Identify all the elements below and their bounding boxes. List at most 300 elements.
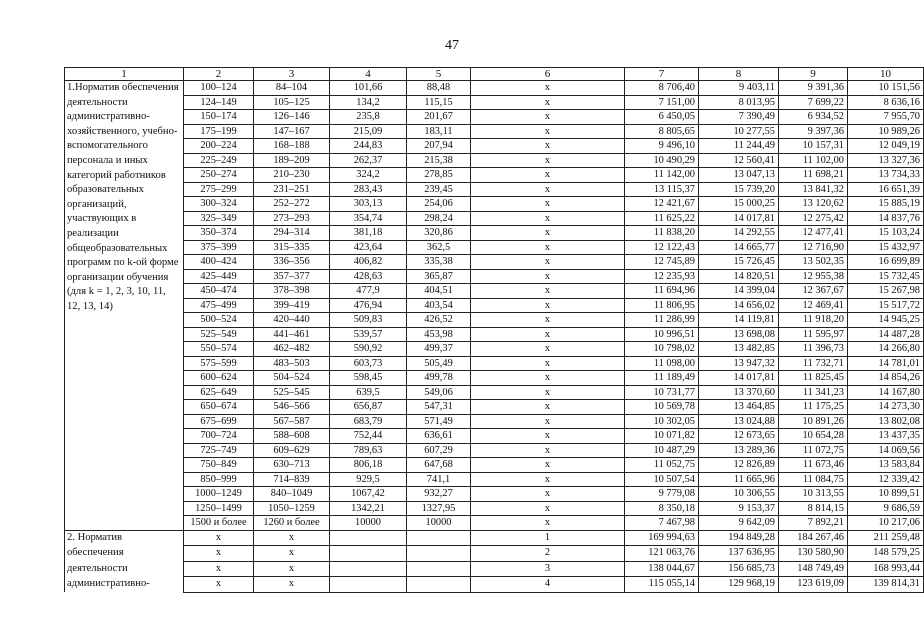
table-cell: 11 918,20 [779,313,848,328]
table-cell: 357–377 [254,269,330,284]
table-row [65,385,924,400]
table-row [65,182,924,197]
table-cell: 499,37 [407,342,471,357]
table-cell: 14 017,81 [699,211,779,226]
table-cell: 12 745,89 [625,255,699,270]
table-row [65,530,924,546]
table-cell: 14 820,51 [699,269,779,284]
header-row [65,68,924,81]
table-row [65,429,924,444]
table-cell: 15 267,98 [848,284,924,299]
table-cell: 362,5 [407,240,471,255]
table-cell: x [254,577,330,593]
table-cell: 546–566 [254,400,330,415]
header-cell: 4 [330,68,407,81]
table-cell: 752,44 [330,429,407,444]
table-cell: 10 654,28 [779,429,848,444]
table-cell: 12 560,41 [699,153,779,168]
table-cell: x [471,168,625,183]
table-cell: x [471,284,625,299]
table-cell: x [471,487,625,502]
table-cell: 10 302,05 [625,414,699,429]
table-cell: 400–424 [184,255,254,270]
table-cell: 8 814,15 [779,501,848,516]
table-cell: 399–419 [254,298,330,313]
table-cell: 453,98 [407,327,471,342]
table-cell: x [184,546,254,562]
table-cell: 714–839 [254,472,330,487]
table-cell: 525–545 [254,385,330,400]
table-cell: 320,86 [407,226,471,241]
table-cell: x [471,240,625,255]
table-cell: 15 726,45 [699,255,779,270]
table-cell: 375–399 [184,240,254,255]
table-cell: 11 341,23 [779,385,848,400]
table-cell: x [471,443,625,458]
table-body [65,81,924,593]
table-row [65,81,924,96]
table-cell: x [471,81,625,96]
table-cell: 11 098,00 [625,356,699,371]
table-cell: x [471,342,625,357]
table-header [65,68,924,81]
table-cell: 13 120,62 [779,197,848,212]
table-cell: 13 734,33 [848,168,924,183]
table-cell: 403,54 [407,298,471,313]
table-cell: 12 235,93 [625,269,699,284]
section2-label: административно- [65,577,184,593]
table-cell: 13 289,36 [699,443,779,458]
table-row [65,255,924,270]
table-cell: 700–724 [184,429,254,444]
table-row [65,356,924,371]
table-cell: 499,78 [407,371,471,386]
table-cell: 11 142,00 [625,168,699,183]
table-cell: 13 024,88 [699,414,779,429]
table-cell: 598,45 [330,371,407,386]
table-cell: 12 477,41 [779,226,848,241]
table-cell: 11 396,73 [779,342,848,357]
table-cell: 105–125 [254,95,330,110]
table-cell: 15 739,20 [699,182,779,197]
table-row [65,153,924,168]
table-cell: 420–440 [254,313,330,328]
table-cell: 100–124 [184,81,254,96]
table-cell: x [471,95,625,110]
table-cell: 549,06 [407,385,471,400]
table-cell: 11 189,49 [625,371,699,386]
table-cell: 10 217,06 [848,516,924,531]
table-cell: 14 781,01 [848,356,924,371]
table-cell: 12 122,43 [625,240,699,255]
table-cell: x [471,327,625,342]
table-cell [407,546,471,562]
table-cell: x [254,546,330,562]
table-cell: 13 698,08 [699,327,779,342]
table-cell: 12 367,67 [779,284,848,299]
table-cell: 168 993,44 [848,561,924,577]
table-row [65,284,924,299]
table-cell: 13 327,36 [848,153,924,168]
header-cell: 8 [699,68,779,81]
table-row [65,472,924,487]
table-cell [330,561,407,577]
table-cell: x [471,153,625,168]
table-cell: 625–649 [184,385,254,400]
table-cell: 850–999 [184,472,254,487]
table-cell: 138 044,67 [625,561,699,577]
table-cell: 350–374 [184,226,254,241]
table-row [65,342,924,357]
table-cell: x [471,458,625,473]
table-cell: x [471,313,625,328]
table-cell: 550–574 [184,342,254,357]
table-cell: 231–251 [254,182,330,197]
table-row [65,197,924,212]
table-cell: 450–474 [184,284,254,299]
header-cell: 1 [65,68,184,81]
table-cell: 1067,42 [330,487,407,502]
table-cell: 126–146 [254,110,330,125]
table-row [65,561,924,577]
table-row [65,371,924,386]
table-cell: 7 955,70 [848,110,924,125]
table-cell: 115 055,14 [625,577,699,593]
table-cell: 137 636,95 [699,546,779,562]
table-cell: 121 063,76 [625,546,699,562]
table-cell: 9 391,36 [779,81,848,96]
table-cell: 10000 [330,516,407,531]
table-cell: x [471,516,625,531]
table-cell: 315–335 [254,240,330,255]
table-cell: 14 069,56 [848,443,924,458]
section2-label: обеспечения [65,546,184,562]
table-cell: x [471,385,625,400]
table-cell: 7 892,21 [779,516,848,531]
table-cell: 134,2 [330,95,407,110]
table-cell: 603,73 [330,356,407,371]
table-cell: 567–587 [254,414,330,429]
section1-label: 1.Норматив обеспечения деятельности административно-хозяйственного, учебно-вспомогательного персонала и иных категорий работников образовательных организаций, участвующих в реализации общеобразовательных программ по k-ой форме организации обучения (для k = 1, 2, 3, 10, 11, 12, 13, 14) [65,81,184,531]
table-cell: 381,18 [330,226,407,241]
table-row [65,546,924,562]
table-cell: 11 286,99 [625,313,699,328]
table-cell: 7 467,98 [625,516,699,531]
table-cell: 725–749 [184,443,254,458]
table-cell: 7 390,49 [699,110,779,125]
table-cell: 9 779,08 [625,487,699,502]
table-cell: 303,13 [330,197,407,212]
header-cell: 10 [848,68,924,81]
table-cell: 656,87 [330,400,407,415]
table-cell: 273–293 [254,211,330,226]
table-cell: 15 732,45 [848,269,924,284]
table-cell: 462–482 [254,342,330,357]
table-cell: 14 656,02 [699,298,779,313]
table-cell: x [254,530,330,546]
table-cell: 10 989,26 [848,124,924,139]
table-cell: 789,63 [330,443,407,458]
table-cell: 252–272 [254,197,330,212]
table-cell: 10 306,55 [699,487,779,502]
table-cell: x [184,561,254,577]
table-cell: 639,5 [330,385,407,400]
table-cell: 13 437,35 [848,429,924,444]
header-cell: 5 [407,68,471,81]
table-cell: 9 403,11 [699,81,779,96]
table-cell: 15 103,24 [848,226,924,241]
table-cell: x [471,110,625,125]
table-cell: 588–608 [254,429,330,444]
table-cell: 11 694,96 [625,284,699,299]
table-cell: 647,68 [407,458,471,473]
table-cell: 15 885,19 [848,197,924,212]
table-cell: 194 849,28 [699,530,779,546]
table-cell: 1250–1499 [184,501,254,516]
table-cell: 9 496,10 [625,139,699,154]
table-cell: 929,5 [330,472,407,487]
table-cell: 525–549 [184,327,254,342]
table-cell: 294–314 [254,226,330,241]
table-cell: 426,52 [407,313,471,328]
table-cell: x [471,414,625,429]
table-cell: 14 854,26 [848,371,924,386]
table-cell: 200–224 [184,139,254,154]
table-cell: 13 115,37 [625,182,699,197]
table-row [65,414,924,429]
table-cell: x [471,400,625,415]
table-cell: 12 716,90 [779,240,848,255]
table-cell: 1500 и более [184,516,254,531]
table-cell: 607,29 [407,443,471,458]
table-cell: 8 706,40 [625,81,699,96]
table-row [65,577,924,593]
table-cell: 10 157,31 [779,139,848,154]
table-cell: 129 968,19 [699,577,779,593]
table-cell: 325–349 [184,211,254,226]
table-cell: x [471,124,625,139]
table-cell: 16 699,89 [848,255,924,270]
table-cell [407,530,471,546]
table-cell: 404,51 [407,284,471,299]
table-cell: 239,45 [407,182,471,197]
table-cell: 477,9 [330,284,407,299]
table-cell: 250–274 [184,168,254,183]
table-cell: 476,94 [330,298,407,313]
table-cell: 9 397,36 [779,124,848,139]
table-cell: 14 487,28 [848,327,924,342]
table-cell: 406,82 [330,255,407,270]
table-cell: x [471,371,625,386]
table-cell: 8 013,95 [699,95,779,110]
table-cell: x [471,139,625,154]
table-cell: 539,57 [330,327,407,342]
table-cell: 14 665,77 [699,240,779,255]
table-cell: 10 899,51 [848,487,924,502]
table-cell: 101,66 [330,81,407,96]
table-cell: x [471,255,625,270]
table-cell: 14 399,04 [699,284,779,299]
table-cell: 14 273,30 [848,400,924,415]
table-cell: 8 350,18 [625,501,699,516]
table-cell: 590,92 [330,342,407,357]
table-cell: x [471,269,625,284]
table-cell: x [184,530,254,546]
table-cell: 500–524 [184,313,254,328]
table-cell: 354,74 [330,211,407,226]
table-cell: 441–461 [254,327,330,342]
table-cell: 13 482,85 [699,342,779,357]
table-cell: 278,85 [407,168,471,183]
table-cell: 183,11 [407,124,471,139]
table-cell: 262,37 [330,153,407,168]
table-cell: 15 432,97 [848,240,924,255]
table-cell: 148 749,49 [779,561,848,577]
table-cell: 609–629 [254,443,330,458]
table-cell: 8 805,65 [625,124,699,139]
table-cell: 13 502,35 [779,255,848,270]
table-cell: 10 569,78 [625,400,699,415]
table-cell: 12 955,38 [779,269,848,284]
table-cell: 244,83 [330,139,407,154]
table-cell: 123 619,09 [779,577,848,593]
table-row [65,139,924,154]
table-cell: 84–104 [254,81,330,96]
table-cell: x [471,226,625,241]
table-cell: 15 517,72 [848,298,924,313]
table-row [65,240,924,255]
table-cell: 14 167,80 [848,385,924,400]
table-cell: 10 731,77 [625,385,699,400]
table-cell: 11 732,71 [779,356,848,371]
table-cell: 88,48 [407,81,471,96]
table-cell: 840–1049 [254,487,330,502]
table-cell: 14 266,80 [848,342,924,357]
table-cell: 139 814,31 [848,577,924,593]
table-cell: 11 625,22 [625,211,699,226]
table-cell: 630–713 [254,458,330,473]
table-cell: 6 450,05 [625,110,699,125]
table-cell: 11 175,25 [779,400,848,415]
table-cell: 1342,21 [330,501,407,516]
table-cell: 124–149 [184,95,254,110]
table-row [65,226,924,241]
table-row [65,487,924,502]
table-cell: 1260 и более [254,516,330,531]
table-cell: 505,49 [407,356,471,371]
table-cell: 675–699 [184,414,254,429]
table-cell: 475–499 [184,298,254,313]
table-cell: x [471,472,625,487]
table-cell: x [471,211,625,226]
table-cell: 11 673,46 [779,458,848,473]
table-cell: 324,2 [330,168,407,183]
table-cell: 11 595,97 [779,327,848,342]
header-cell: 7 [625,68,699,81]
table-cell: 147–167 [254,124,330,139]
table-cell: 11 072,75 [779,443,848,458]
table-cell: x [184,577,254,593]
table-cell: 10 277,55 [699,124,779,139]
table-cell: 13 802,08 [848,414,924,429]
table-cell: 4 [471,577,625,593]
table-cell: 1000–1249 [184,487,254,502]
section2-label: деятельности [65,561,184,577]
table-cell: 12 275,42 [779,211,848,226]
table-cell: 13 583,84 [848,458,924,473]
table-row [65,269,924,284]
table-cell: 10 487,29 [625,443,699,458]
table-row [65,211,924,226]
table-cell: 806,18 [330,458,407,473]
table-cell: 9 642,09 [699,516,779,531]
table-cell: x [471,501,625,516]
section2-label: 2. Норматив [65,530,184,546]
table-cell: 12 826,89 [699,458,779,473]
table-row [65,443,924,458]
table-cell: 13 370,60 [699,385,779,400]
table-cell: 14 017,81 [699,371,779,386]
table-cell: 11 698,21 [779,168,848,183]
table-cell: 1 [471,530,625,546]
table-cell [407,577,471,593]
table-row [65,110,924,125]
table-cell: 13 047,13 [699,168,779,183]
table-cell: 211 259,48 [848,530,924,546]
table-cell: 12 339,42 [848,472,924,487]
table-cell: 483–503 [254,356,330,371]
table-cell: 130 580,90 [779,546,848,562]
table-cell: x [254,561,330,577]
table-cell: 16 651,39 [848,182,924,197]
table-cell: x [471,197,625,212]
table-cell: 11 665,96 [699,472,779,487]
table-cell: 8 636,16 [848,95,924,110]
table-cell: 13 947,32 [699,356,779,371]
table-cell: 300–324 [184,197,254,212]
table-cell: 207,94 [407,139,471,154]
table-cell: 365,87 [407,269,471,284]
table-cell: 11 102,00 [779,153,848,168]
table-row [65,458,924,473]
table-cell: 575–599 [184,356,254,371]
table-cell: x [471,429,625,444]
table-cell: 547,31 [407,400,471,415]
table-cell: 148 579,25 [848,546,924,562]
normative-table [64,67,924,593]
table-cell: 378–398 [254,284,330,299]
table-cell: 225–249 [184,153,254,168]
table-cell: 14 292,55 [699,226,779,241]
table-cell: 15 000,25 [699,197,779,212]
table-cell: 298,24 [407,211,471,226]
table-cell: 13 464,85 [699,400,779,415]
table-cell: 215,09 [330,124,407,139]
table-cell: x [471,298,625,313]
table-cell: 11 244,49 [699,139,779,154]
table-cell: 9 153,37 [699,501,779,516]
table-cell [407,561,471,577]
table-cell: x [471,182,625,197]
table-cell: 254,06 [407,197,471,212]
table-cell: 169 994,63 [625,530,699,546]
table-cell: 11 052,75 [625,458,699,473]
table-cell: 11 825,45 [779,371,848,386]
table-cell: 14 945,25 [848,313,924,328]
normative-table-container [64,67,920,589]
table-cell: 10 071,82 [625,429,699,444]
table-row [65,516,924,531]
